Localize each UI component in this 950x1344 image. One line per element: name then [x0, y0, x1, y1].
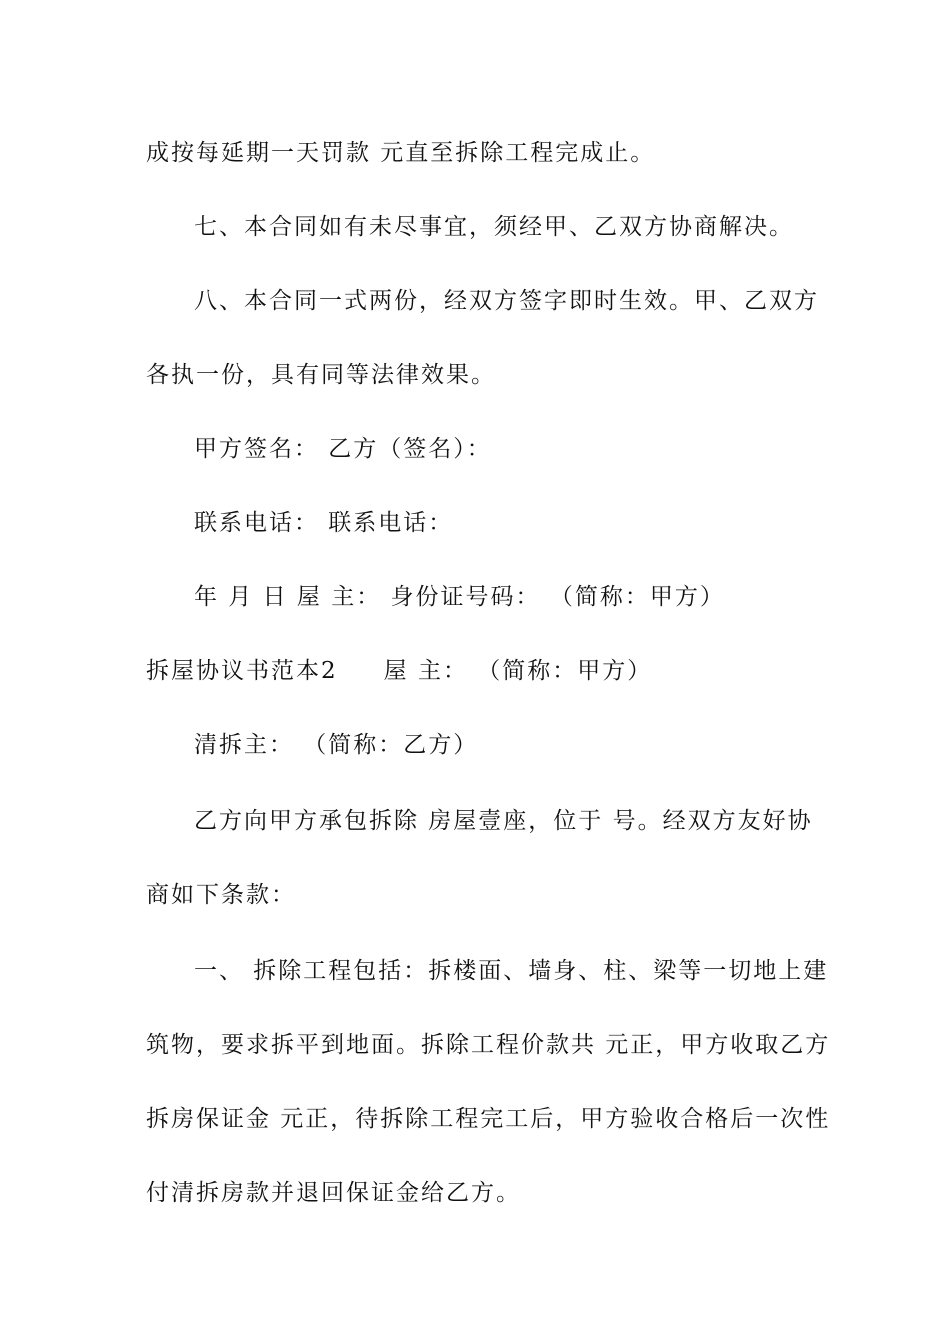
clause-one: 一、 拆除工程包括：拆楼面、墙身、柱、梁等一切地上建 [194, 958, 829, 984]
demolisher-party-label: 清拆主： （简称：乙方） [194, 732, 479, 758]
paragraph-line: 商如下条款： [146, 882, 296, 908]
intro-paragraph: 乙方向甲方承包拆除 房屋壹座，位于 号。经双方友好协 [194, 808, 813, 834]
paragraph-line: 拆房保证金 元正，待拆除工程完工后，甲方验收合格后一次性 [146, 1106, 831, 1132]
date-owner-line: 年 月 日 屋 主： 身份证号码： （简称：甲方） [194, 584, 725, 610]
paragraph-line: 各执一份，具有同等法律效果。 [146, 362, 496, 388]
paragraph-line: 成按每延期一天罚款 元直至拆除工程完成止。 [146, 140, 656, 166]
owner-party-label: 屋 主： （简称：甲方） [383, 658, 653, 684]
phone-line: 联系电话： 联系电话： [194, 510, 454, 536]
agreement-title: 拆屋协议书范本2 [146, 658, 338, 684]
paragraph-line: 付清拆房款并退回保证金给乙方。 [146, 1180, 521, 1206]
signature-line: 甲方签名： 乙方（签名）： [194, 436, 492, 462]
clause-eight: 八、本合同一式两份，经双方签字即时生效。甲、乙双方 [194, 288, 819, 314]
agreement-title-line [146, 656, 816, 686]
paragraph-line: 筑物，要求拆平到地面。拆除工程价款共 元正，甲方收取乙方 [146, 1032, 831, 1058]
clause-seven: 七、本合同如有未尽事宜，须经甲、乙双方协商解决。 [194, 214, 794, 240]
